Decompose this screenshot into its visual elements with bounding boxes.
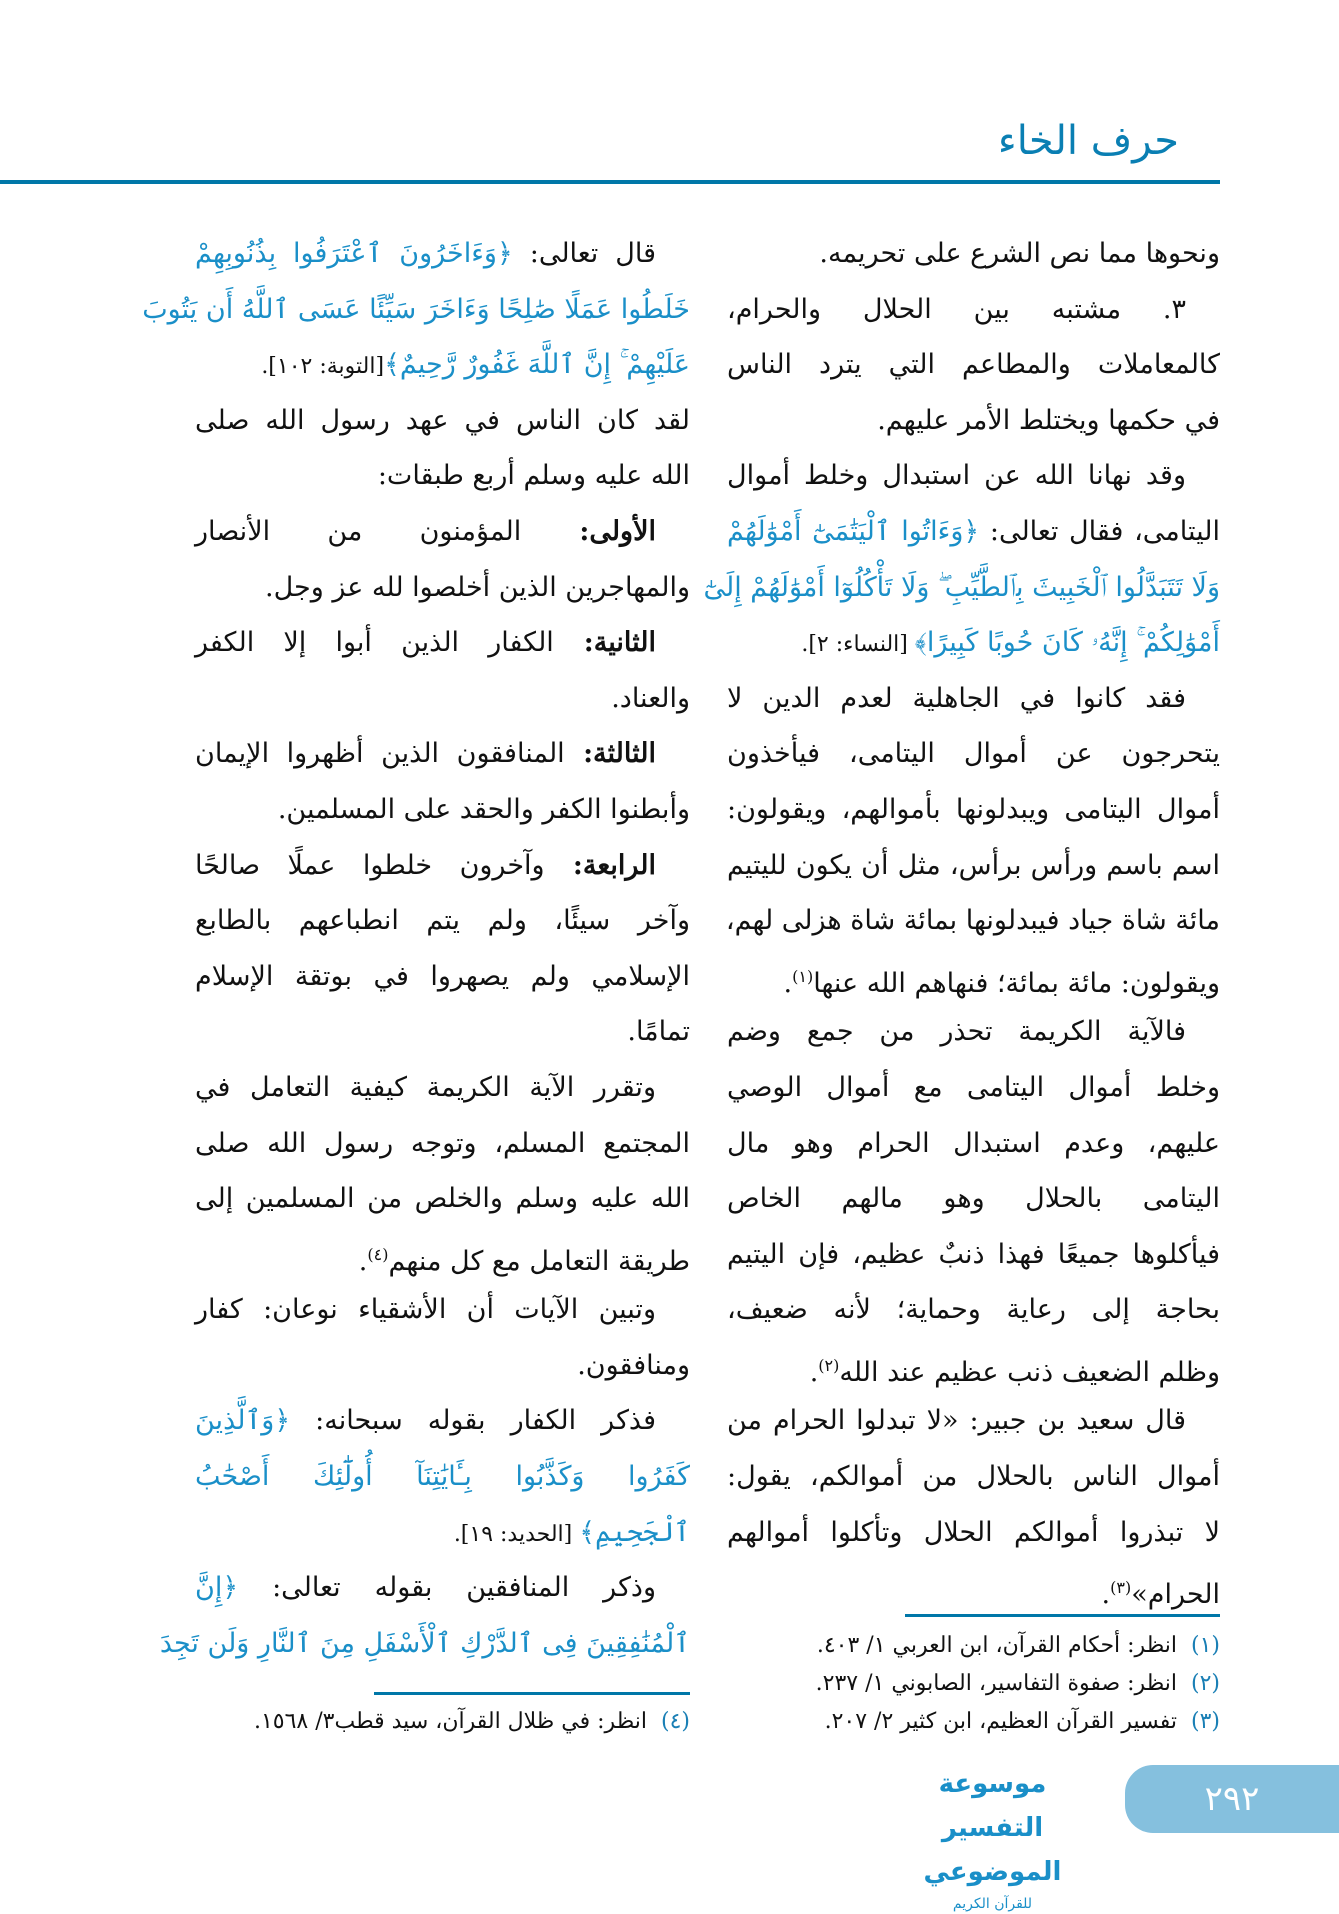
text-line <box>727 951 1220 1007</box>
text-line <box>195 784 690 840</box>
text-line <box>195 1006 690 1062</box>
footnote-text: تفسير القرآن العظيم، ابن كثير ٢/ ٢٠٧. <box>824 1709 1177 1734</box>
footnote <box>727 1703 1220 1741</box>
text-segment: فقد كانوا في الجاهلية لعدم الدين لا <box>727 682 1186 714</box>
text-segment: المنافقون الذين أظهروا الإيمان <box>195 738 565 770</box>
text-segment: . <box>358 1245 368 1277</box>
text-line <box>195 1507 690 1563</box>
verse-reference: [الحديد: ١٩]. <box>453 1521 580 1547</box>
text-segment: وخلط أموال اليتامى مع أموال الوصي <box>727 1071 1220 1103</box>
text-line <box>195 840 690 896</box>
footnote-number: (٢) <box>1190 1671 1220 1696</box>
footnote-marker: (٢) <box>818 1355 840 1375</box>
text-segment: ونحوها مما نص الشرع على تحريمه. <box>819 238 1220 269</box>
text-line <box>727 228 1220 284</box>
text-line <box>727 339 1220 395</box>
text-line <box>195 951 690 1007</box>
text-segment: لقد كان الناس في عهد رسول الله صلى <box>195 404 690 436</box>
text-line <box>727 1451 1220 1507</box>
text-line <box>727 1118 1220 1174</box>
text-line <box>195 1284 690 1340</box>
logo-title: موسوعة التفسير الموضوعي <box>923 1769 1062 1887</box>
text-segment: . <box>783 967 793 999</box>
text-segment: وذكر المنافقين بقوله تعالى: <box>238 1572 656 1604</box>
footnote-marker: (٤) <box>367 1244 389 1264</box>
text-line <box>195 1451 690 1507</box>
quran-verse: ٱلْجَحِيمِ﴾ <box>579 1516 690 1548</box>
text-segment: والعناد. <box>611 682 690 714</box>
quran-verse: ﴿وَءَاتُوا ٱلْيَتَٰمَىٰٓ أَمْوَٰلَهُمْ <box>727 515 980 547</box>
text-line <box>727 1062 1220 1118</box>
footnotes-right <box>727 1627 1220 1741</box>
footnote-number: (١) <box>1190 1633 1220 1658</box>
footnote-number: (٤) <box>660 1709 690 1734</box>
text-line <box>727 673 1220 729</box>
text-segment: قال تعالى: <box>512 238 657 269</box>
text-line <box>727 1284 1220 1340</box>
verse-reference: [التوبة: ١٠٢]. <box>261 354 385 380</box>
quran-verse: وَلَا تَتَبَدَّلُوا ٱلْخَبِيثَ بِٱلطَّيِّبِ ۖ وَلَا تَأْكُلُوٓا أَمْوَٰلَهُمْ إِلَىٰٓ <box>703 571 1220 603</box>
footnote <box>195 1703 690 1741</box>
footnote <box>727 1665 1220 1703</box>
footnote-text: انظر: أحكام القرآن، ابن العربي ١/ ٤٠٣. <box>816 1633 1177 1658</box>
right-text-column <box>703 228 1220 1618</box>
text-line <box>195 1062 690 1118</box>
text-segment: أموال الناس بالحلال من أموالكم، يقول: <box>727 1461 1220 1493</box>
text-line <box>727 728 1220 784</box>
footnote-number: (٣) <box>1190 1709 1220 1734</box>
text-segment: وآخر سيئًا، ولم يتم انطباعهم بالطابع <box>195 905 690 937</box>
text-line <box>727 395 1220 451</box>
text-line <box>195 1395 690 1451</box>
text-segment: اليتامى، فقال تعالى: <box>979 515 1220 547</box>
text-line <box>727 1173 1220 1229</box>
footnote <box>727 1627 1220 1665</box>
text-line <box>195 1173 690 1229</box>
text-line <box>195 1229 690 1285</box>
text-segment: . <box>809 1356 819 1388</box>
text-line <box>195 395 690 451</box>
text-segment: عليهم، وعدم استبدال الحرام وهو مال <box>727 1127 1220 1159</box>
text-line <box>195 728 690 784</box>
text-line <box>727 450 1220 506</box>
text-line <box>195 339 690 395</box>
text-segment: قال سعيد بن جبير: «لا تبدلوا الحرام من <box>727 1405 1186 1437</box>
bold-label: الثالثة: <box>564 738 656 770</box>
quran-verse: ٱلْمُنَٰفِقِينَ فِى ٱلدَّرْكِ ٱلْأَسْفَلِ مِنَ ٱلنَّارِ وَلَن تَجِدَ <box>159 1627 690 1659</box>
quran-verse: ﴿وَءَاخَرُونَ ٱعْتَرَفُوا بِذُنُوبِهِمْ <box>195 238 513 269</box>
text-segment: ومنافقون. <box>577 1349 690 1381</box>
text-line <box>727 840 1220 896</box>
text-segment: فذكر الكفار بقوله سبحانه: <box>290 1405 656 1437</box>
text-line <box>195 506 690 562</box>
header-divider <box>0 180 1220 184</box>
text-segment: أموال اليتامى ويبدلونها بأموالهم، ويقولون: <box>727 793 1220 825</box>
logo-subtitle: للقرآن الكريم <box>952 1896 1033 1912</box>
quran-verse: عَلَيْهِمْ ۚ إِنَّ ٱللَّهَ غَفُورٌ رَّحِيمٌ﴾ <box>384 349 690 381</box>
text-segment: يتحرجون عن أموال اليتامى، فيأخذون <box>727 738 1220 770</box>
text-segment: الإسلامي ولم يصهروا في بوتقة الإسلام <box>195 960 690 992</box>
text-segment: لا تبذروا أموالكم الحلال وتأكلوا أموالهم <box>727 1516 1220 1548</box>
left-text-column <box>142 228 690 1673</box>
quran-verse: ﴿وَٱلَّذِينَ <box>195 1405 291 1437</box>
footnote-divider-left <box>374 1692 690 1695</box>
text-segment: وآخرون خلطوا عملًا صالحًا <box>195 849 545 881</box>
quran-verse: ﴿إِنَّ <box>195 1572 239 1604</box>
text-line <box>727 1395 1220 1451</box>
text-line <box>195 450 690 506</box>
text-line <box>159 1618 690 1674</box>
text-line <box>727 1229 1220 1285</box>
footnote-text: انظر: في ظلال القرآن، سيد قطب٣/ ١٥٦٨. <box>253 1709 647 1734</box>
text-line <box>195 1340 690 1396</box>
text-line <box>195 895 690 951</box>
text-segment: الحرام» <box>1131 1579 1220 1611</box>
text-segment: اسم باسم ورأس برأس، مثل أن يكون لليتيم <box>727 849 1220 881</box>
footnote-text: انظر: صفوة التفاسير، الصابوني ١/ ٢٣٧. <box>815 1671 1177 1696</box>
text-segment: وتبين الآيات أن الأشقياء نوعان: كفار <box>195 1294 656 1326</box>
text-line <box>727 506 1220 562</box>
text-segment: تمامًا. <box>627 1016 690 1048</box>
text-segment: وأبطنوا الكفر والحقد على المسلمين. <box>277 793 690 825</box>
text-segment: وقد نهانا الله عن استبدال وخلط أموال <box>727 460 1186 492</box>
text-line <box>195 1118 690 1174</box>
text-line <box>727 284 1220 340</box>
text-line <box>195 673 690 729</box>
text-segment: الله عليه وسلم أربع طبقات: <box>377 460 690 492</box>
quran-verse: خَلَطُوا عَمَلًا صَٰلِحًا وَءَاخَرَ سَيِّئًا عَسَى ٱللَّهُ أَن يَتُوبَ <box>142 293 690 325</box>
encyclopedia-logo <box>890 1762 1095 1912</box>
verse-reference: [النساء: ٢]. <box>801 632 915 658</box>
footnotes-left <box>195 1703 690 1741</box>
text-line <box>195 562 690 618</box>
text-line <box>703 562 1220 618</box>
page-number: ٢٩٢ <box>1125 1765 1339 1833</box>
text-segment: بحاجة إلى رعاية وحماية؛ لأنه ضعيف، <box>727 1294 1220 1326</box>
text-segment: اليتامى بالحلال وهو مالهم الخاص <box>727 1183 1220 1215</box>
quran-verse: أَمْوَٰلِكُمْ ۚ إِنَّهُۥ كَانَ حُوبًا كَبِيرًا﴾ <box>914 627 1220 659</box>
chapter-title: حرف الخاء <box>997 118 1179 164</box>
text-line <box>195 617 690 673</box>
text-line <box>727 1507 1220 1563</box>
text-segment: المؤمنون من الأنصار <box>195 515 522 547</box>
text-line <box>195 228 690 284</box>
text-segment: فالآية الكريمة تحذر من جمع وضم <box>727 1016 1186 1048</box>
text-segment: الله عليه وسلم والخلص من المسلمين إلى <box>195 1183 690 1215</box>
bold-label: الأولى: <box>521 515 656 547</box>
text-line <box>195 1562 690 1618</box>
text-segment: المجتمع المسلم، وتوجه رسول الله صلى <box>195 1127 690 1159</box>
text-line <box>727 895 1220 951</box>
text-segment: وظلم الضعيف ذنب عظيم عند الله <box>839 1356 1220 1388</box>
footnote-divider-right <box>905 1614 1220 1617</box>
text-segment: الكفار الذين أبوا إلا الكفر <box>195 627 554 659</box>
text-segment: والمهاجرين الذين أخلصوا لله عز وجل. <box>265 571 690 603</box>
text-segment: كالمعاملات والمطاعم التي يترد الناس <box>727 349 1220 381</box>
text-segment: في حكمها ويختلط الأمر عليهم. <box>877 404 1220 436</box>
quran-verse: كَفَرُوا وَكَذَّبُوا بِـَٔايَٰتِنَآ أُولَٰٓئِكَ أَصْحَٰبُ <box>195 1461 690 1493</box>
text-line <box>727 784 1220 840</box>
text-segment: . <box>1101 1579 1111 1611</box>
text-segment: طريقة التعامل مع كل منهم <box>388 1245 690 1277</box>
text-segment: ٣. مشتبه بين الحلال والحرام، <box>727 293 1186 325</box>
bold-label: الرابعة: <box>544 849 656 881</box>
text-line <box>727 1562 1220 1618</box>
text-line <box>142 284 690 340</box>
text-segment: مائة شاة جياد فيبدلونها بمائة شاة هزلى لهم، <box>725 905 1220 937</box>
footnote-marker: (٣) <box>1110 1578 1132 1598</box>
text-segment: فيأكلوها جميعًا فهذا ذنبٌ عظيم، فإن اليتيم <box>727 1238 1220 1270</box>
text-line <box>727 617 1220 673</box>
text-segment: وتقرر الآية الكريمة كيفية التعامل في <box>195 1071 656 1103</box>
bold-label: الثانية: <box>553 627 656 659</box>
text-segment: ويقولون: مائة بمائة؛ فنهاهم الله عنها <box>813 967 1220 999</box>
text-line <box>727 1340 1220 1396</box>
footnote-marker: (١) <box>792 966 814 986</box>
text-line <box>727 1006 1220 1062</box>
